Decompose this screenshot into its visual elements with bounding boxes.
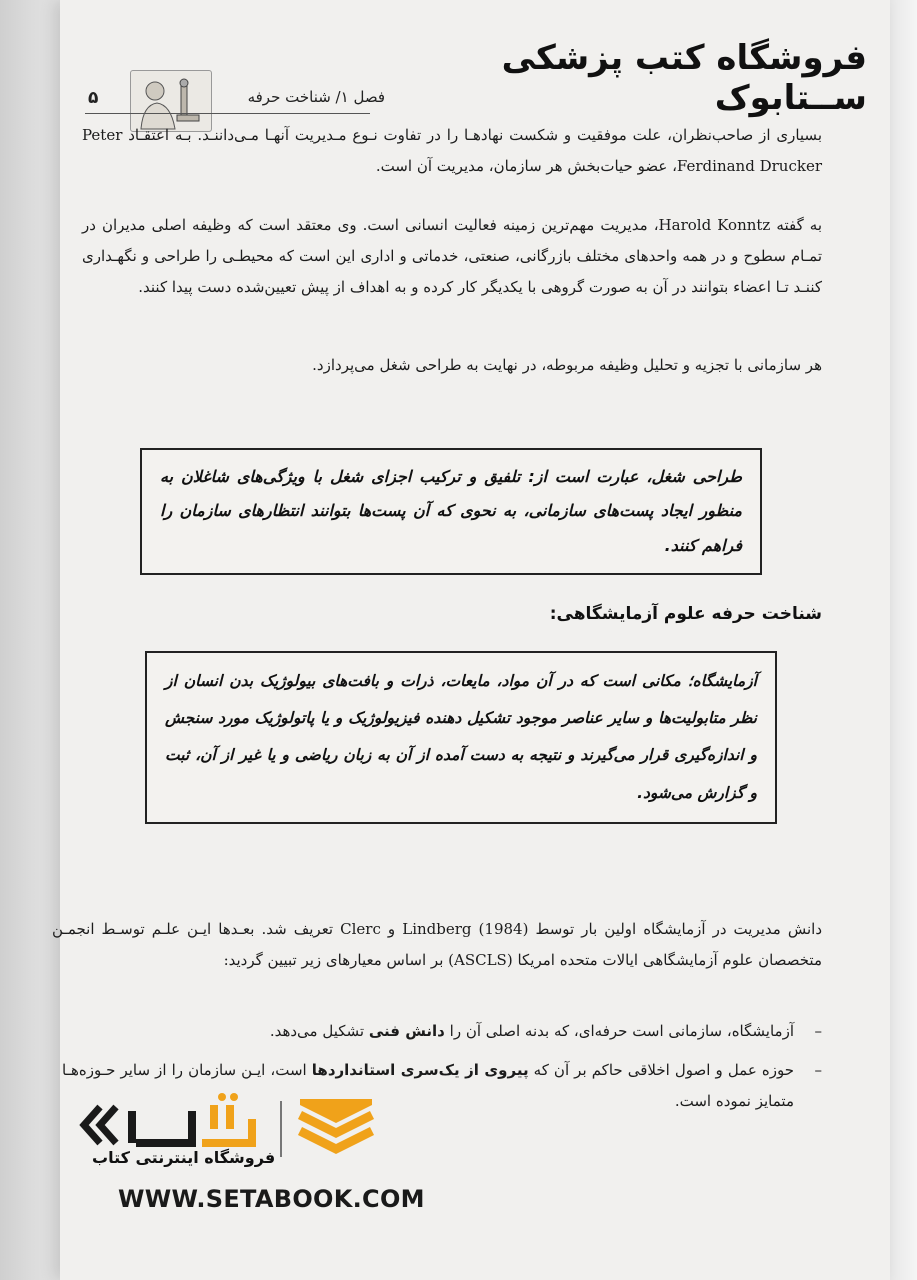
list-item-text: آزمایشگاه، سازمانی است حرفه‌ای، که بدنه اصلی آن را [444,1022,794,1040]
definition-box-job-design: طراحی شغل، عبارت است از: تلفیق و ترکیب اجزای شغل با ویژگی‌های شاغلان به منظور ایجاد پست‌های سازمانی، به نحوی که آن پست‌ها بتوانند انتظارهای سازمان را فراهم کنند. [140,448,762,575]
paragraph-2: به گفته Harold Konntz، مدیریت مهم‌ترین زمینه فعالیت انسانی است. وی معتقد است که وظیفه اصلی مدیران در تمـام سطوح و در همه واحدهای مختلف بازرگانی، صنعتی، خدماتی و اداری این است که محیطـی را طراحی و نگهـداری کننـد تـا اعضاء بتوانند در آن به صورت گروهی با یکدیگر کار کرده و به اهداف از پیش تعیین‌شده دست پیدا کنند. [82,216,823,296]
list-dash: – [814,1060,822,1079]
list-item-text: تشکیل می‌دهد. [269,1022,369,1040]
paragraph-4: دانش مدیریت در آزمایشگاه اولین بار توسط Lindberg (1984) و Clerc تعریف شد. بعـدها ایـن علـم توسـط انجمـن متخصصان علوم آزمایشگاهی ایالات متحده امریکا (ASCLS) بر اساس معیارهای زیر تبیین گردید: [52,920,823,969]
list-item [62,1016,822,1047]
list-item-bold: دانش فنی [368,1022,445,1040]
store-banner: فروشگاه کتب پزشکی ســتابوک [501,38,867,118]
paragraph-1: بسیاری از صاحب‌نظران، علت موفقیت و شکست نهادهـا را در تفاوت نـوع مـدیریت آنهـا مـی‌داننـد. بـه اعتقـاد Peter Ferdinand Drucker، عضو حیات‌بخش هر سازمان، مدیریت آن است. [82,126,822,175]
setabook-url: WWW.SETABOOK.COM [118,1185,425,1213]
logo-subtitle: فروشگاه اینترنتی کتاب [92,1148,276,1167]
header-rule [85,113,370,114]
list-item-text: حوزه عمل و اصول اخلاقی حاکم بر آن که [528,1060,795,1079]
paragraph-3: هر سازمانی با تجزیه و تحلیل وظیفه مربوطه، در نهایت به طراحی شغل می‌پردازد. [312,356,822,374]
section-heading: شناخت حرفه علوم آزمایشگاهی: [549,604,822,624]
page-number: ۵ [88,88,99,108]
definition-box-laboratory: آزمایشگاه؛ مکانی است که در آن مواد، مایعات، ذرات و بافت‌های بیولوژیک بدن انسان از نظر متابولیت‌ها و سایر عناصر موجود تشکیل دهنده فیزیولوژیک و یا پاتولوژیک مورد سنجش و اندازه‌گیری قرار می‌گیرند و نتیجه به دست آمده از آن به زبان ریاضی و یا غیر از آن، ثبت و گزارش می‌شود. [145,651,777,824]
running-head: فصل ۱/ شناخت حرفه [247,88,385,106]
list-dash: – [814,1022,822,1040]
list-item-text: است، ایـن سازمان را از سایر حـوزه‌هـا متمایز نموده است. [62,1060,794,1110]
page-edge-right [887,0,917,1280]
list-item-bold: پیروی از یک‌سری استانداردها [311,1060,529,1079]
